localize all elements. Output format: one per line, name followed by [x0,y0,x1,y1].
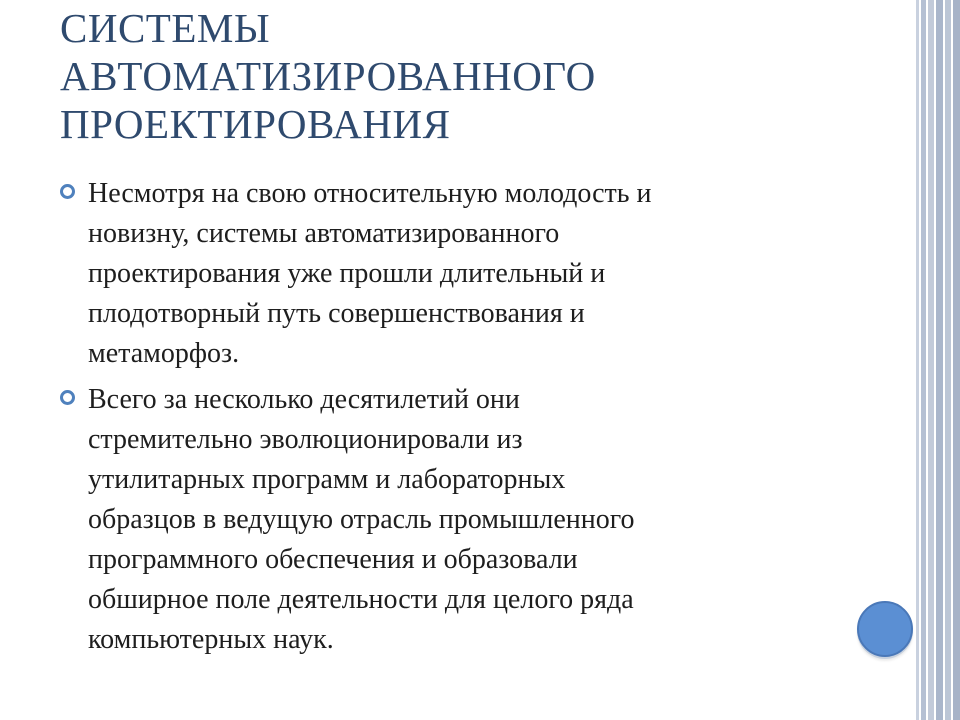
bullet-line: Всего за несколько десятилетий они [88,384,520,415]
decorative-stripe [953,0,960,720]
bullet-line: метаморфоз. [88,338,240,369]
blue-circle-icon [857,601,913,657]
bullet-line: программного обеспечения и образовали [88,544,578,575]
bullet-text [88,174,860,374]
bullet-line: утилитарных программ и лабораторных [88,464,566,495]
decorative-stripe [916,0,919,720]
bullet-line: компьютерных наук. [88,624,334,655]
decorative-stripe [945,0,951,720]
decorative-stripe [936,0,943,720]
decorative-stripe [921,0,926,720]
bullet-item [60,174,860,374]
bullet-line: проектирования уже прошли длительный и [88,258,606,289]
bullet-list [60,174,860,666]
bullet-line: плодотворный путь совершенствования и [88,298,585,329]
bullet-item [60,380,860,660]
bullet-text [88,380,860,660]
bullet-line: обширное поле деятельности для целого ряда [88,584,634,615]
ring-bullet-icon [60,390,75,405]
decorative-stripe [928,0,934,720]
bullet-line: новизну, системы автоматизированного [88,218,560,249]
bullet-line: образцов в ведущую отрасль промышленного [88,504,635,535]
bullet-line: стремительно эволюционировали из [88,424,523,455]
slide-title-line: СИСТЕМЫ [60,5,271,51]
bullet-line: Несмотря на свою относительную молодость и [88,178,652,209]
slide-title-line: АВТОМАТИЗИРОВАННОГО [60,53,596,99]
ring-bullet-icon [60,184,75,199]
slide-title-line: ПРОЕКТИРОВАНИЯ [60,101,451,147]
slide-title [60,4,880,148]
